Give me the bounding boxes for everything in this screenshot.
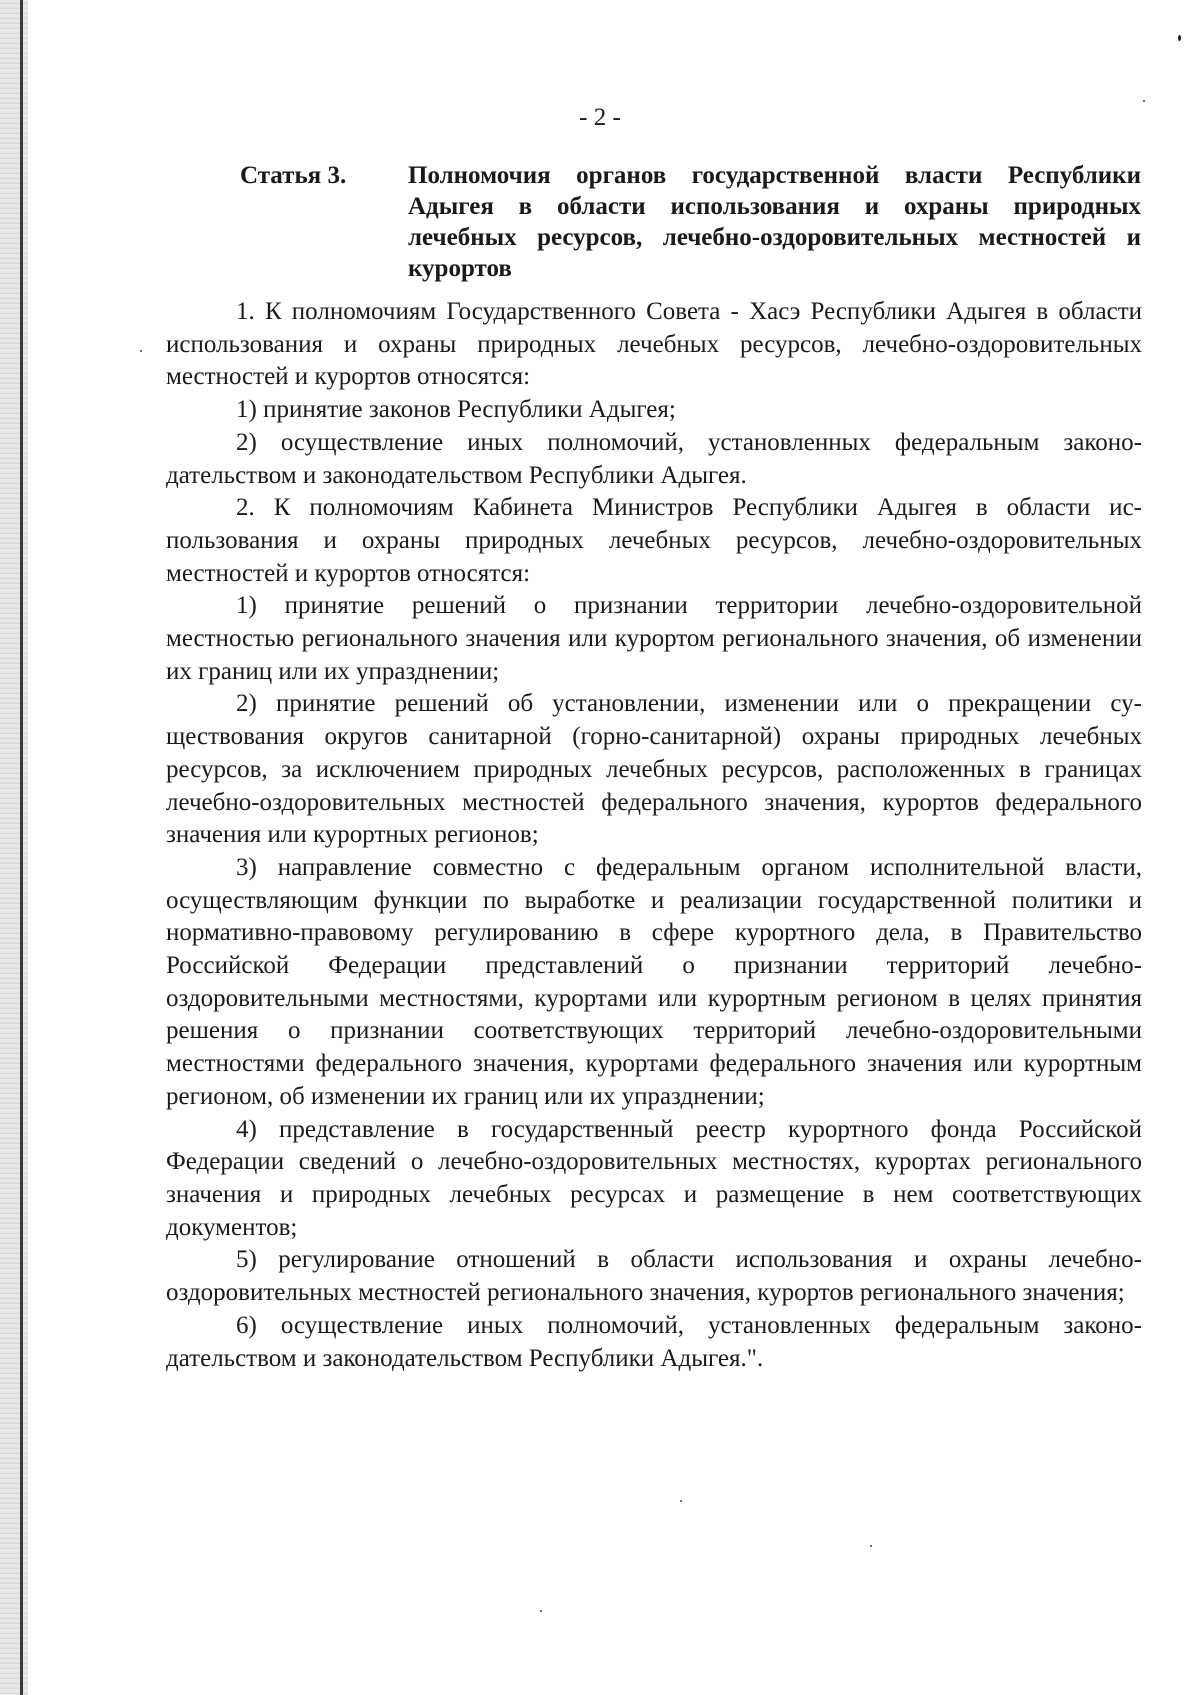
- speck: [870, 1545, 872, 1547]
- paragraph-clause-2-item-2: 2) принятие решений об установлении, изменении или о прекращении существования округов санитарной (горно-санитарной) охраны природных лечебных ресурсов, за исключением природных лечебных ресурсов, расположенных в границах лечебно-оздоровительных местностей федерального значения, курортов федерального значения или курортных регионов;: [166, 690, 1142, 849]
- speck: [680, 1500, 682, 1502]
- article-body: [166, 296, 1142, 1375]
- paragraph-clause-2-item-4: 4) представление в государственный реестр курортного фонда Российской Федерации сведений о лечебно-оздоровительных местностях, курортах регионального значения и природных лечебных ресурсах и размещение в нем соответствующих документов;: [166, 1115, 1142, 1241]
- paragraph-clause-2-item-3: 3) направление совместно с федеральным органом исполнительной власти, осуществляющим функции по выработке и реализации государственной политики и нормативно-правовому регулированию в сфере курортного дела, в Правительство Российской Федерации представлений о признании территорий лечебно-оздоровительными местностями, курортами или курортным регионом в целях принятия решения о признании соответствующих территорий лечебно-оздоровительными местностями федерального значения, курортами федерального значения или курортным регионом, об изменении их границ или их упразднении;: [166, 853, 1142, 1110]
- speck: [540, 1610, 542, 1612]
- paragraph-clause-1: 1. К полномочиям Государственного Совета - Хасэ Республики Адыгея в области использования и охраны природных лечебных ресурсов, лечебно-оздоровительных местностей и курортов относятся:: [166, 298, 1142, 391]
- speck: [140, 350, 142, 352]
- paragraph-clause-1-item-2: 2) осуществление иных полномочий, установленных федеральным законодательством и законодательством Республики Адыгея.: [166, 428, 1142, 489]
- paragraph-clause-1-item-1: 1) принятие законов Республики Адыгея;: [236, 396, 676, 424]
- article-title: Полномочия органов государственной власти Республики Адыгея в области использования и охраны природных лечебных ресурсов, лечебно-оздоровительных местностей и курортов: [408, 162, 1141, 282]
- paragraph-clause-2-item-6: 6) осуществление иных полномочий, установленных федеральным законодательством и законодательством Республики Адыгея.".: [166, 1311, 1142, 1372]
- paragraph-clause-2-item-1: 1) принятие решений о признании территории лечебно-оздоровительной местностью регионального значения или курортом регионального значения, об изменении их границ или их упразднении;: [166, 592, 1142, 685]
- article-label: Статья 3.: [240, 162, 347, 189]
- binding-edge: [0, 0, 28, 1695]
- paragraph-clause-2-item-5: 5) регулирование отношений в области использования и охраны лечебно-оздоровительных местностей регионального значения, курортов регионального значения;: [166, 1246, 1142, 1307]
- page-number: - 2 -: [579, 104, 621, 131]
- speck: [1178, 35, 1181, 41]
- speck: [1143, 100, 1145, 102]
- paragraph-clause-2: 2. К полномочиям Кабинета Министров Республики Адыгея в области использования и охраны природных лечебных ресурсов, лечебно-оздоровительных местностей и курортов относятся:: [166, 494, 1142, 587]
- binding-line: [20, 0, 23, 1695]
